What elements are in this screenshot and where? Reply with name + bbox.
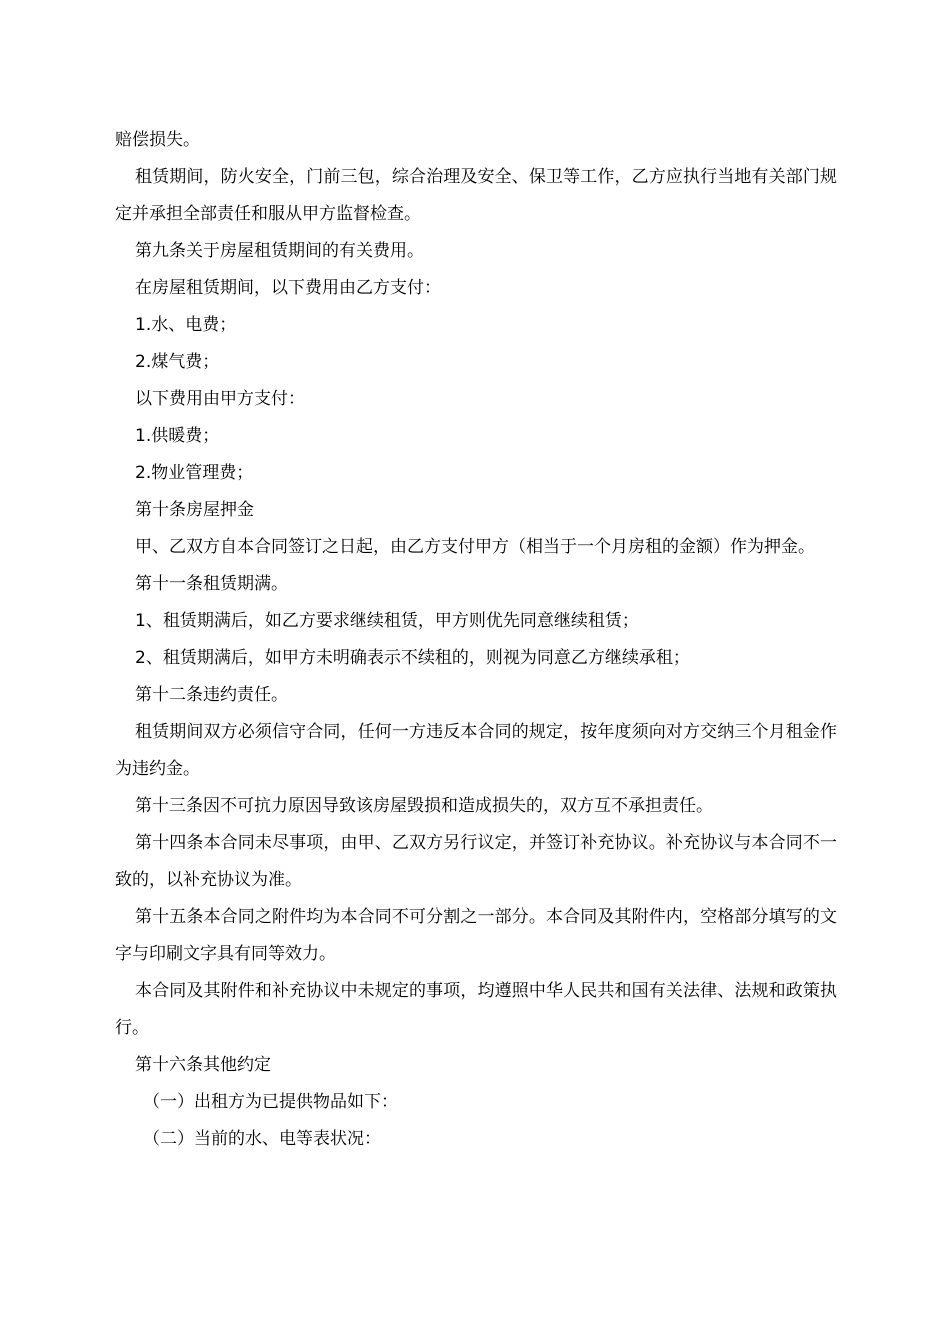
paragraph-5: 1.水、电费； xyxy=(135,315,237,335)
paragraph-15: 第十二条违约责任。 xyxy=(135,685,288,705)
paragraph-18: 第十四条本合同未尽事项，由甲、乙双方另行议定，并签订补充协议。补充协议与本合同不一致的，以补充协议为准。 xyxy=(115,833,837,890)
paragraph-14: 2、租赁期满后，如甲方未明确表示不续租的，则视为同意乙方继续承租； xyxy=(135,648,690,668)
paragraph-2: 租赁期间，防火安全，门前三包，综合治理及安全、保卫等工作，乙方应执行当地有关部门规定并承担全部责任和服从甲方监督检查。 xyxy=(115,167,837,224)
paragraph-8: 1.供暖费； xyxy=(135,426,220,446)
paragraph-13: 1、租赁期满后，如乙方要求继续租赁，甲方则优先同意继续租赁； xyxy=(135,611,639,631)
paragraph-4: 在房屋租赁期间，以下费用由乙方支付： xyxy=(135,278,441,298)
paragraph-12: 第十一条租赁期满。 xyxy=(135,574,288,594)
paragraph-10: 第十条房屋押金 xyxy=(135,500,254,520)
paragraph-22: （一）出租方为已提供物品如下： xyxy=(143,1092,398,1112)
paragraph-1: 赔偿损失。 xyxy=(115,130,200,150)
paragraph-11: 甲、乙双方自本合同签订之日起，由乙方支付甲方（相当于一个月房租的金额）作为押金。 xyxy=(135,537,815,557)
paragraph-20: 本合同及其附件和补充协议中未规定的事项，均遵照中华人民共和国有关法律、法规和政策执行。 xyxy=(115,981,837,1038)
paragraph-17: 第十三条因不可抗力原因导致该房屋毁损和造成损失的，双方互不承担责任。 xyxy=(135,796,713,816)
paragraph-7: 以下费用由甲方支付： xyxy=(135,389,305,409)
paragraph-19: 第十五条本合同之附件均为本合同不可分割之一部分。本合同及其附件内，空格部分填写的文字与印刷文字具有同等效力。 xyxy=(115,907,837,964)
paragraph-16: 租赁期间双方必须信守合同，任何一方违反本合同的规定，按年度须向对方交纳三个月租金作为违约金。 xyxy=(115,722,837,779)
paragraph-3: 第九条关于房屋租赁期间的有关费用。 xyxy=(135,241,424,261)
paragraph-9: 2.物业管理费； xyxy=(135,463,254,483)
paragraph-6: 2.煤气费； xyxy=(135,352,220,372)
paragraph-21: 第十六条其他约定 xyxy=(135,1055,271,1075)
document-body xyxy=(115,122,837,1158)
paragraph-23: （二）当前的水、电等表状况： xyxy=(143,1129,381,1149)
